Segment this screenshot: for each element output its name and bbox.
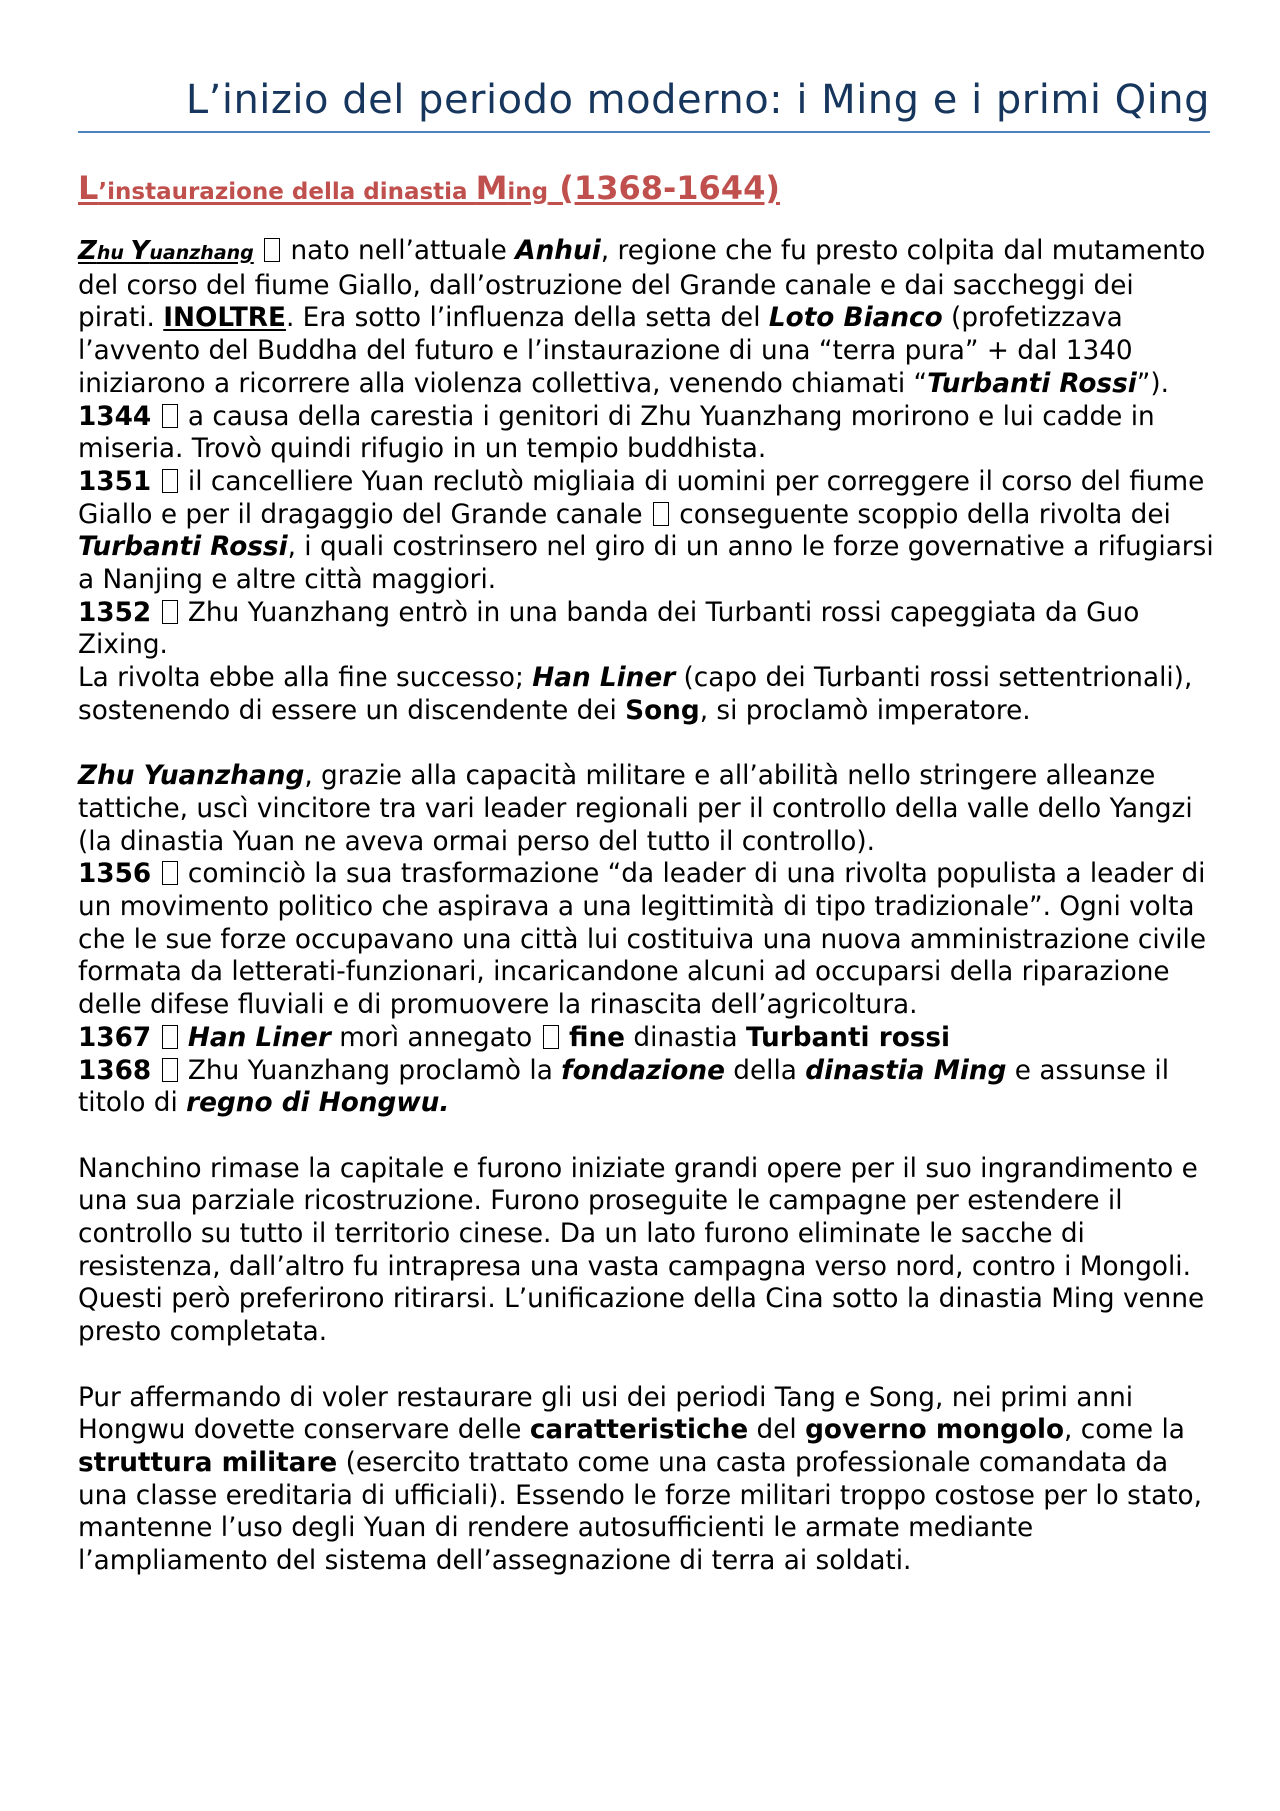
paragraph-zhu-victory: Zhu Yuanzhang, grazie alla capacità militare e all’abilità nello stringere alleanze tattiche, uscì vincitore tra vari leader regionali per il controllo della valle dello Yangzi (la dinastia Yuan ne aveva ormai perso del tutto il controllo). <box>78 761 1193 857</box>
paragraph-zhu-intro: Zhu Yuanzhang nato nell’attuale Anhui, regione che fu presto colpita dal mutamento del corso del fiume Giallo, dall’ostruzione del Grande canale e dai saccheggi dei pirati. INOLTRE. Era sotto l’influenza della setta del Loto Bianco (profetizzava l’avvento del Buddha del futuro e l’instaurazione di una “terra pura” + dal 1340 iniziarono a ricorrere alla violenza collettiva, venendo chiamati “Turbanti Rossi”). <box>78 236 1206 399</box>
paragraph-1356: 1356 cominciò la sua trasformazione “da leader di una rivolta populista a leader di un movimento politico che aspirava a una legittimità di tipo tradizionale”. Ogni volta che le sue forze occupavano una città lui costituiva una nuova amministrazione civile formata da letterati-funzionari, incaricandone alcuni ad occuparsi della riparazione delle difese fluviali e di promuovere la rinascita dell’agricoltura. <box>78 859 1207 1021</box>
paragraph-1368: 1368 Zhu Yuanzhang proclamò la fondazione della dinastia Ming e assunse il titolo di regno di Hongwu. <box>78 1055 1170 1119</box>
arrow-icon <box>264 238 280 262</box>
document-body <box>78 235 1218 1578</box>
header-divider <box>78 131 1210 133</box>
paragraph-1367: 1367 Han Liner morì annegato fine dinastia Turbanti rossi <box>78 1022 951 1053</box>
paragraph-spacer <box>78 728 1218 761</box>
heading-years: (1368-1644) <box>548 169 780 207</box>
heading-text-part2: ing <box>507 179 549 205</box>
heading-letter-l: L <box>78 169 99 207</box>
paragraph-revolt: La rivolta ebbe alla fine successo; Han Liner (capo dei Turbanti rossi settentrionali), sostenendo di essere un discendente dei Song, si proclamò imperatore. <box>78 663 1193 726</box>
arrow-icon <box>543 1025 559 1049</box>
arrow-icon <box>162 1058 178 1082</box>
arrow-icon <box>162 600 178 624</box>
paragraph-1344: 1344 a causa della carestia i genitori di Zhu Yuanzhang morirono e lui cadde in miseria. Trovò quindi rifugio in un tempio buddhista. <box>78 401 1155 465</box>
section-heading <box>78 166 780 214</box>
arrow-icon <box>162 469 178 493</box>
heading-text-part1: ’instaurazione della dinastia <box>98 179 476 205</box>
arrow-icon <box>162 404 178 428</box>
name-zhu-yuanzhang: Zhu Yuanzhang <box>78 236 254 266</box>
paragraph-1351: 1351 il cancelliere Yuan reclutò migliaia di uomini per correggere il corso del fiume Giallo e per il dragaggio del Grande canale conseguente scoppio della rivolta dei Turbanti Rossi, i quali costrinsero nel giro di un anno le forze governative a rifugiarsi a Nanjing e altre città maggiori. <box>78 466 1214 596</box>
page-title: L’inizio del periodo moderno: i Ming e i primi Qing <box>185 77 1210 123</box>
paragraph-spacer <box>78 1349 1218 1382</box>
paragraph-spacer <box>78 1120 1218 1153</box>
paragraph-hongwu: Pur affermando di voler restaurare gli usi dei periodi Tang e Song, nei primi anni Hongwu dovette conservare delle caratteristiche del governo mongolo, come la struttura militare (esercito trattato come una casta professionale comandata da una classe ereditaria di ufficiali). Essendo le forze militari troppo costose per lo stato, mantenne l’uso degli Yuan di rendere autosufficienti le armate mediante l’ampliamento del sistema dell’assegnazione di terra ai soldati. <box>78 1382 1202 1577</box>
arrow-icon <box>653 502 669 526</box>
paragraph-1352: 1352 Zhu Yuanzhang entrò in una banda dei Turbanti rossi capeggiata da Guo Zixing. <box>78 597 1140 661</box>
paragraph-nanchino: Nanchino rimase la capitale e furono iniziate grandi opere per il suo ingrandimento e una sua parziale ricostruzione. Furono proseguite le campagne per estendere il controllo su tutto il territorio cinese. Da un lato furono eliminate le sacche di resistenza, dall’altro fu intrapresa una vasta campagna verso nord, contro i Mongoli. Questi però preferirono ritirarsi. L’unificazione della Cina sotto la dinastia Ming venne presto completata. <box>78 1153 1205 1348</box>
heading-letter-m: M <box>475 169 508 207</box>
arrow-icon <box>162 1025 178 1049</box>
arrow-icon <box>162 861 178 885</box>
